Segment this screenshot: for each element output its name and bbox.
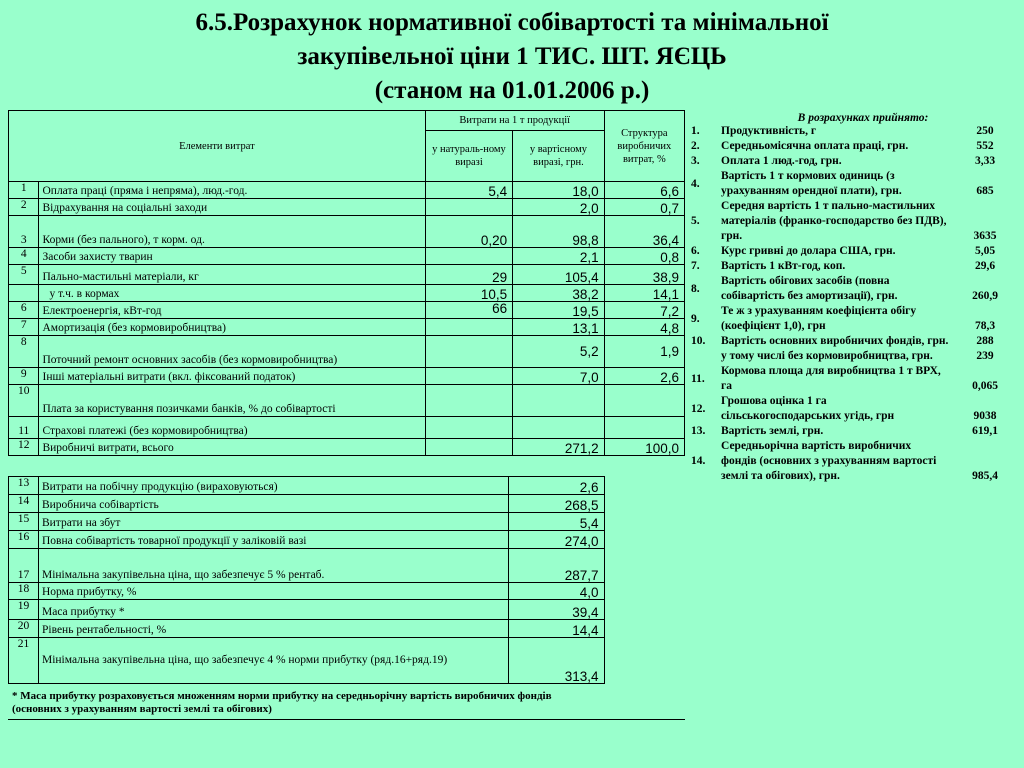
- row-structure: 1,9: [604, 336, 684, 368]
- row-natural: [425, 319, 512, 336]
- row-index: 14: [9, 495, 39, 513]
- row-value: [513, 385, 604, 417]
- row-natural: [425, 336, 512, 368]
- row-label: Електроенергія, кВт-год: [39, 302, 425, 319]
- row-structure: [604, 385, 684, 417]
- page-title-line2: закупівельної ціни 1 ТИС. ШТ. ЯЄЦЬ: [297, 43, 727, 70]
- table-row: [9, 285, 685, 302]
- list-item: 1. Продуктивність, г 250: [691, 125, 994, 137]
- row-label: Виробничі витрати, всього: [39, 439, 425, 456]
- table-row: [9, 385, 685, 417]
- row-value: 313,4: [508, 638, 604, 684]
- header-elements: Елементи витрат: [9, 111, 426, 182]
- row-structure: [604, 417, 684, 439]
- list-item: у тому числі без кормовиробництва, грн. 239: [721, 350, 994, 362]
- header-structure: Структура виробничих витрат, %: [604, 111, 684, 182]
- table-row: [9, 583, 686, 600]
- row-value: [513, 417, 604, 439]
- table-row: [9, 336, 685, 368]
- table-row: [9, 216, 685, 248]
- row-index: 2: [9, 199, 39, 216]
- row-label: у т.ч. в кормах: [39, 285, 425, 302]
- row-natural: [425, 248, 512, 265]
- list-item: 5. Середня вартість 1 т пально-мастильних матеріалів (франко-господарство без ПДВ), грн. 3635: [691, 200, 997, 242]
- row-structure: 0,7: [604, 199, 684, 216]
- table-row: [9, 477, 686, 495]
- row-value: 13,1: [513, 319, 604, 336]
- table-row: [9, 265, 685, 285]
- row-label: Поточний ремонт основних засобів (без кормовиробництва): [39, 336, 425, 368]
- row-index: 6: [9, 302, 39, 319]
- row-value: 98,8: [513, 216, 604, 248]
- row-natural: [425, 385, 512, 417]
- table-row: [9, 531, 686, 549]
- row-natural: 66: [425, 302, 512, 319]
- row-natural: 5,4: [425, 182, 512, 199]
- row-structure: 0,8: [604, 248, 684, 265]
- row-natural: [425, 439, 512, 456]
- assumptions-list: [688, 124, 1018, 484]
- row-index: 7: [9, 319, 39, 336]
- row-label: Виробнича собівартість: [38, 495, 508, 513]
- row-value: 268,5: [508, 495, 604, 513]
- table-row: [9, 549, 686, 583]
- row-value: 5,2: [513, 336, 604, 368]
- table-row: [9, 638, 686, 684]
- row-value: 2,0: [513, 199, 604, 216]
- row-index: 10: [9, 385, 39, 417]
- row-index: 3: [9, 216, 39, 248]
- row-structure: 100,0: [604, 439, 684, 456]
- list-item: 10. Вартість основних виробничих фондів, грн. 288: [691, 335, 994, 347]
- list-item: 11. Кормова площа для виробництва 1 т ВРХ, га 0,065: [691, 365, 998, 392]
- list-item: 13. Вартість землі, грн. 619,1: [691, 425, 998, 437]
- list-item: 2. Середньомісячна оплата праці, грн. 552: [691, 140, 994, 152]
- list-item: 7. Вартість 1 кВт-год, коп. 29,6: [691, 260, 996, 272]
- table-row: [9, 199, 685, 216]
- row-value: 274,0: [508, 531, 604, 549]
- assumptions-panel: [688, 112, 1018, 484]
- list-item: 4. Вартість 1 т кормових одиниць (з урахуванням орендної плати), грн. 685: [691, 170, 994, 197]
- row-label: Амортизація (без кормовиробництва): [39, 319, 425, 336]
- row-structure: 2,6: [604, 368, 684, 385]
- row-structure: 14,1: [604, 285, 684, 302]
- footnote-divider: [8, 719, 685, 720]
- list-item: 14. Середньорічна вартість виробничих фондів (основних з урахуванням вартості землі та обігових), грн. 985,4: [691, 440, 998, 482]
- table-row: [9, 600, 686, 620]
- row-natural: [425, 199, 512, 216]
- list-item: 8. Вартість обігових засобів (повна собівартість без амортизації), грн. 260,9: [691, 275, 998, 302]
- row-index: 15: [9, 513, 39, 531]
- page-subtitle-date: (станом на 01.01.2006 р.): [374, 77, 650, 104]
- row-label: Мінімальна закупівельна ціна, що забезпечує 4 % норми прибутку (ряд.16+ряд.19): [38, 638, 508, 684]
- header-value: у вартісному виразі, грн.: [513, 131, 604, 182]
- table-row: [9, 620, 686, 638]
- row-value: 2,6: [508, 477, 604, 495]
- row-label: Засоби захисту тварин: [39, 248, 425, 265]
- table-row: [9, 368, 685, 385]
- table-row: [9, 248, 685, 265]
- row-label: Рівень рентабельності, %: [38, 620, 508, 638]
- row-index: 8: [9, 336, 39, 368]
- row-label: Мінімальна закупівельна ціна, що забезпечує 5 % рентаб.: [38, 549, 508, 583]
- table-row: [9, 302, 685, 319]
- row-value: 19,5: [513, 302, 604, 319]
- row-label: Страхові платежі (без кормовиробництва): [39, 417, 425, 439]
- row-label: Плата за користування позичками банків, % до собівартості: [39, 385, 425, 417]
- row-label: Норма прибутку, %: [38, 583, 508, 600]
- page-title: 6.5.Розрахунок нормативної собівартості та мінімальної: [195, 9, 829, 36]
- row-value: 5,4: [508, 513, 604, 531]
- table-row: [9, 439, 685, 456]
- row-natural: 0,20: [425, 216, 512, 248]
- row-index: 18: [9, 583, 39, 600]
- table-row: [9, 495, 686, 513]
- row-index: 13: [9, 477, 39, 495]
- row-structure: 4,8: [604, 319, 684, 336]
- row-label: Відрахування на соціальні заходи: [39, 199, 425, 216]
- price-table: [8, 476, 685, 684]
- row-index: 12: [9, 439, 39, 456]
- row-index: 21: [9, 638, 39, 684]
- row-value: 38,2: [513, 285, 604, 302]
- row-value: 271,2: [513, 439, 604, 456]
- row-value: 105,4: [513, 265, 604, 285]
- row-structure: 38,9: [604, 265, 684, 285]
- row-label: Витрати на побічну продукцію (вираховуються): [38, 477, 508, 495]
- row-value: 7,0: [513, 368, 604, 385]
- row-label: Витрати на збут: [38, 513, 508, 531]
- table-row: [9, 182, 685, 199]
- row-label: Оплата праці (пряма і непряма), люд.-год.: [39, 182, 425, 199]
- footnote: * Маса прибутку розраховується множенням норми прибутку на середньорічну вартість виробничих фондів (основних з урахуванням вартості землі та обігових): [12, 690, 552, 715]
- header-costs-per-ton: Витрати на 1 т продукції: [425, 111, 604, 131]
- row-label: Пально-мастильні матеріали, кг: [39, 265, 425, 285]
- row-structure: 6,6: [604, 182, 684, 199]
- row-value: 2,1: [513, 248, 604, 265]
- list-item: 9. Те ж з урахуванням коефіцієнта обігу (коефіцієнт 1,0), грн 78,3: [691, 305, 996, 332]
- row-index: 5: [9, 265, 39, 285]
- row-index: 19: [9, 600, 39, 620]
- row-structure: 36,4: [604, 216, 684, 248]
- row-natural: 29: [425, 265, 512, 285]
- list-item: 6. Курс гривні до долара США, грн. 5,05: [691, 245, 996, 257]
- row-value: 14,4: [508, 620, 604, 638]
- table-row: [9, 513, 686, 531]
- row-natural: [425, 417, 512, 439]
- row-natural: [425, 368, 512, 385]
- row-value: 287,7: [508, 549, 604, 583]
- row-index: 11: [9, 417, 39, 439]
- row-natural: 10,5: [425, 285, 512, 302]
- row-value: 18,0: [513, 182, 604, 199]
- row-label: Інші матеріальні витрати (вкл. фіксований податок): [39, 368, 425, 385]
- table-row: [9, 417, 685, 439]
- row-index: 20: [9, 620, 39, 638]
- list-item: 3. Оплата 1 люд.-год, грн. 3,33: [691, 155, 996, 167]
- header-natural: у натураль-ному виразі: [425, 131, 512, 182]
- row-structure: 7,2: [604, 302, 684, 319]
- assumptions-caption: В розрахунках прийнято:: [797, 112, 929, 124]
- row-label: Повна собівартість товарної продукції у заліковій вазі: [38, 531, 508, 549]
- cost-table: [8, 110, 685, 456]
- row-index: 4: [9, 248, 39, 265]
- row-index: [9, 285, 39, 302]
- row-value: 39,4: [508, 600, 604, 620]
- row-index: 16: [9, 531, 39, 549]
- list-item: 12. Грошова оцінка 1 га сільськогосподарських угідь, грн 9038: [691, 395, 997, 422]
- row-value: 4,0: [508, 583, 604, 600]
- row-index: 17: [9, 549, 39, 583]
- row-index: 1: [9, 182, 39, 199]
- row-index: 9: [9, 368, 39, 385]
- row-label: Корми (без пального), т корм. од.: [39, 216, 425, 248]
- row-label: Маса прибутку *: [38, 600, 508, 620]
- table-row: [9, 319, 685, 336]
